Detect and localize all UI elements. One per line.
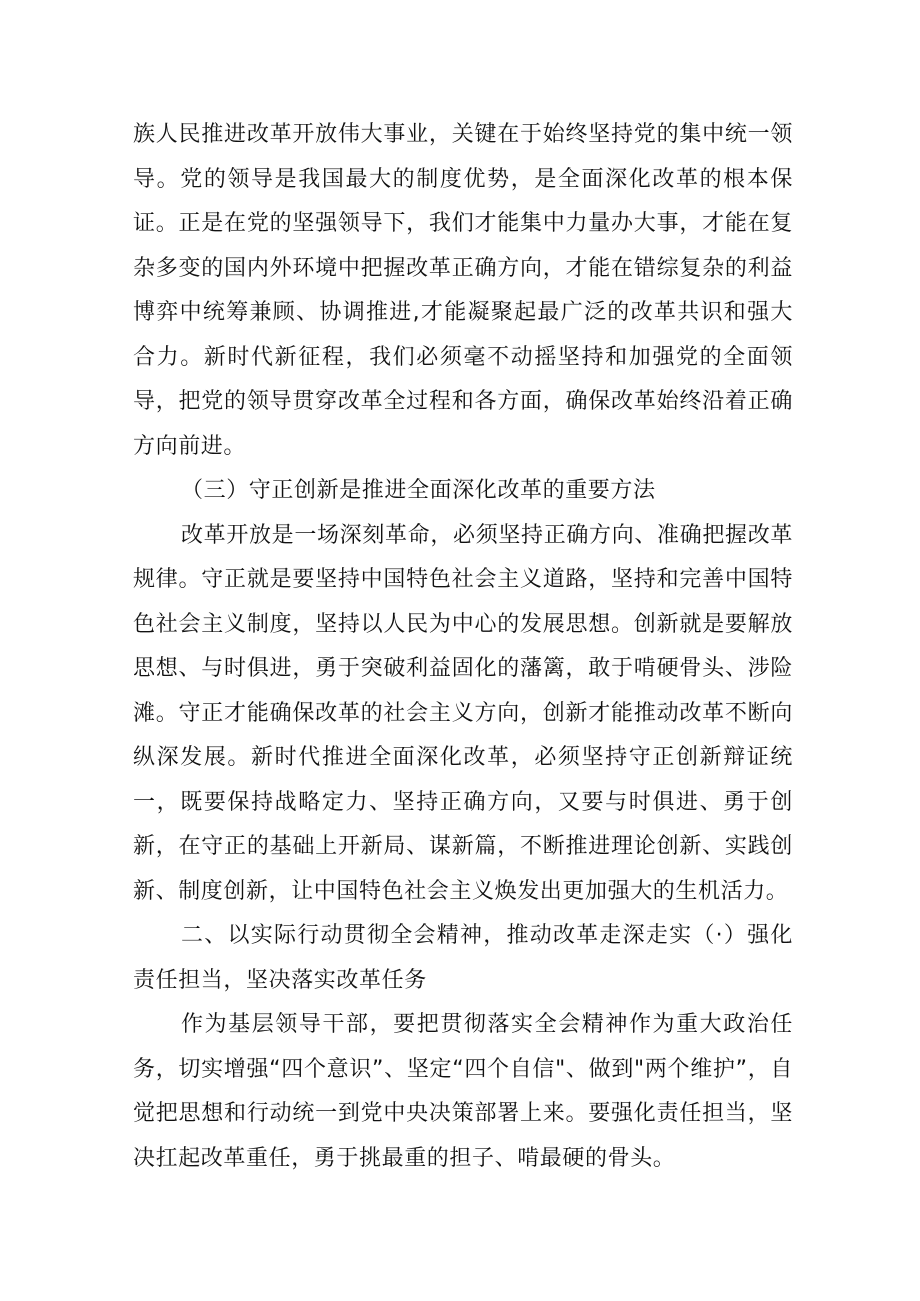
paragraph-continuation: 族人民推进改革开放伟大事业，关键在于始终坚持党的集中统一领导。党的领导是我国最大的制度优势，是全面深化改革的根本保证。正是在党的坚强领导下，我们才能集中力量办大事，才能在复杂多变的国内外环境中把握改革正确方向，才能在错综复杂的利益博弈中统筹兼顾、协调推进,才能凝聚起最广泛的改革共识和强大合力。新时代新征程，我们必须毫不动摇坚持和加强党的全面领导，把党的领导贯穿改革全过程和各方面，确保改革始终沿着正确方向前进。 bbox=[133, 122, 793, 459]
document-body bbox=[133, 113, 793, 1181]
paragraph-reform-method: 改革开放是一场深刻革命，必须坚持正确方向、准确把握改革规律。守正就是要坚持中国特色社会主义道路，坚持和完善中国特色社会主义制度，坚持以人民为中心的发展思想。创新就是要解放思想、与时俱进，勇于突破利益固化的藩篱，敢于啃硬骨头、涉险滩。守正才能确保改革的社会主义方向，创新才能推动改革不断向纵深发展。新时代推进全面深化改革，必须坚持守正创新辩证统一，既要保持战略定力、坚持正确方向，又要与时俱进、勇于创新，在守正的基础上开新局、谋新篇，不断推进理论创新、实践创新、制度创新，让中国特色社会主义焕发出更加强大的生机活力。 bbox=[133, 522, 793, 904]
paragraph-responsibility: 作为基层领导干部，要把贯彻落实全会精神作为重大政治任务，切实增强“四个意识”、坚定“四个自信"、做到"两个维护”，自觉把思想和行动统一到党中央决策部署上来。要强化责任担当，坚决扛起改革重任，勇于挑最重的担子、啃最硬的骨头。 bbox=[133, 1012, 793, 1171]
section-heading-3: （三）守正创新是推进全面深化改革的重要方法 bbox=[181, 478, 656, 503]
section-heading-part-2: 二、以实际行动贯彻全会精神，推动改革走深走实（·）强化责任担当，坚决落实改革任务 bbox=[133, 923, 793, 993]
